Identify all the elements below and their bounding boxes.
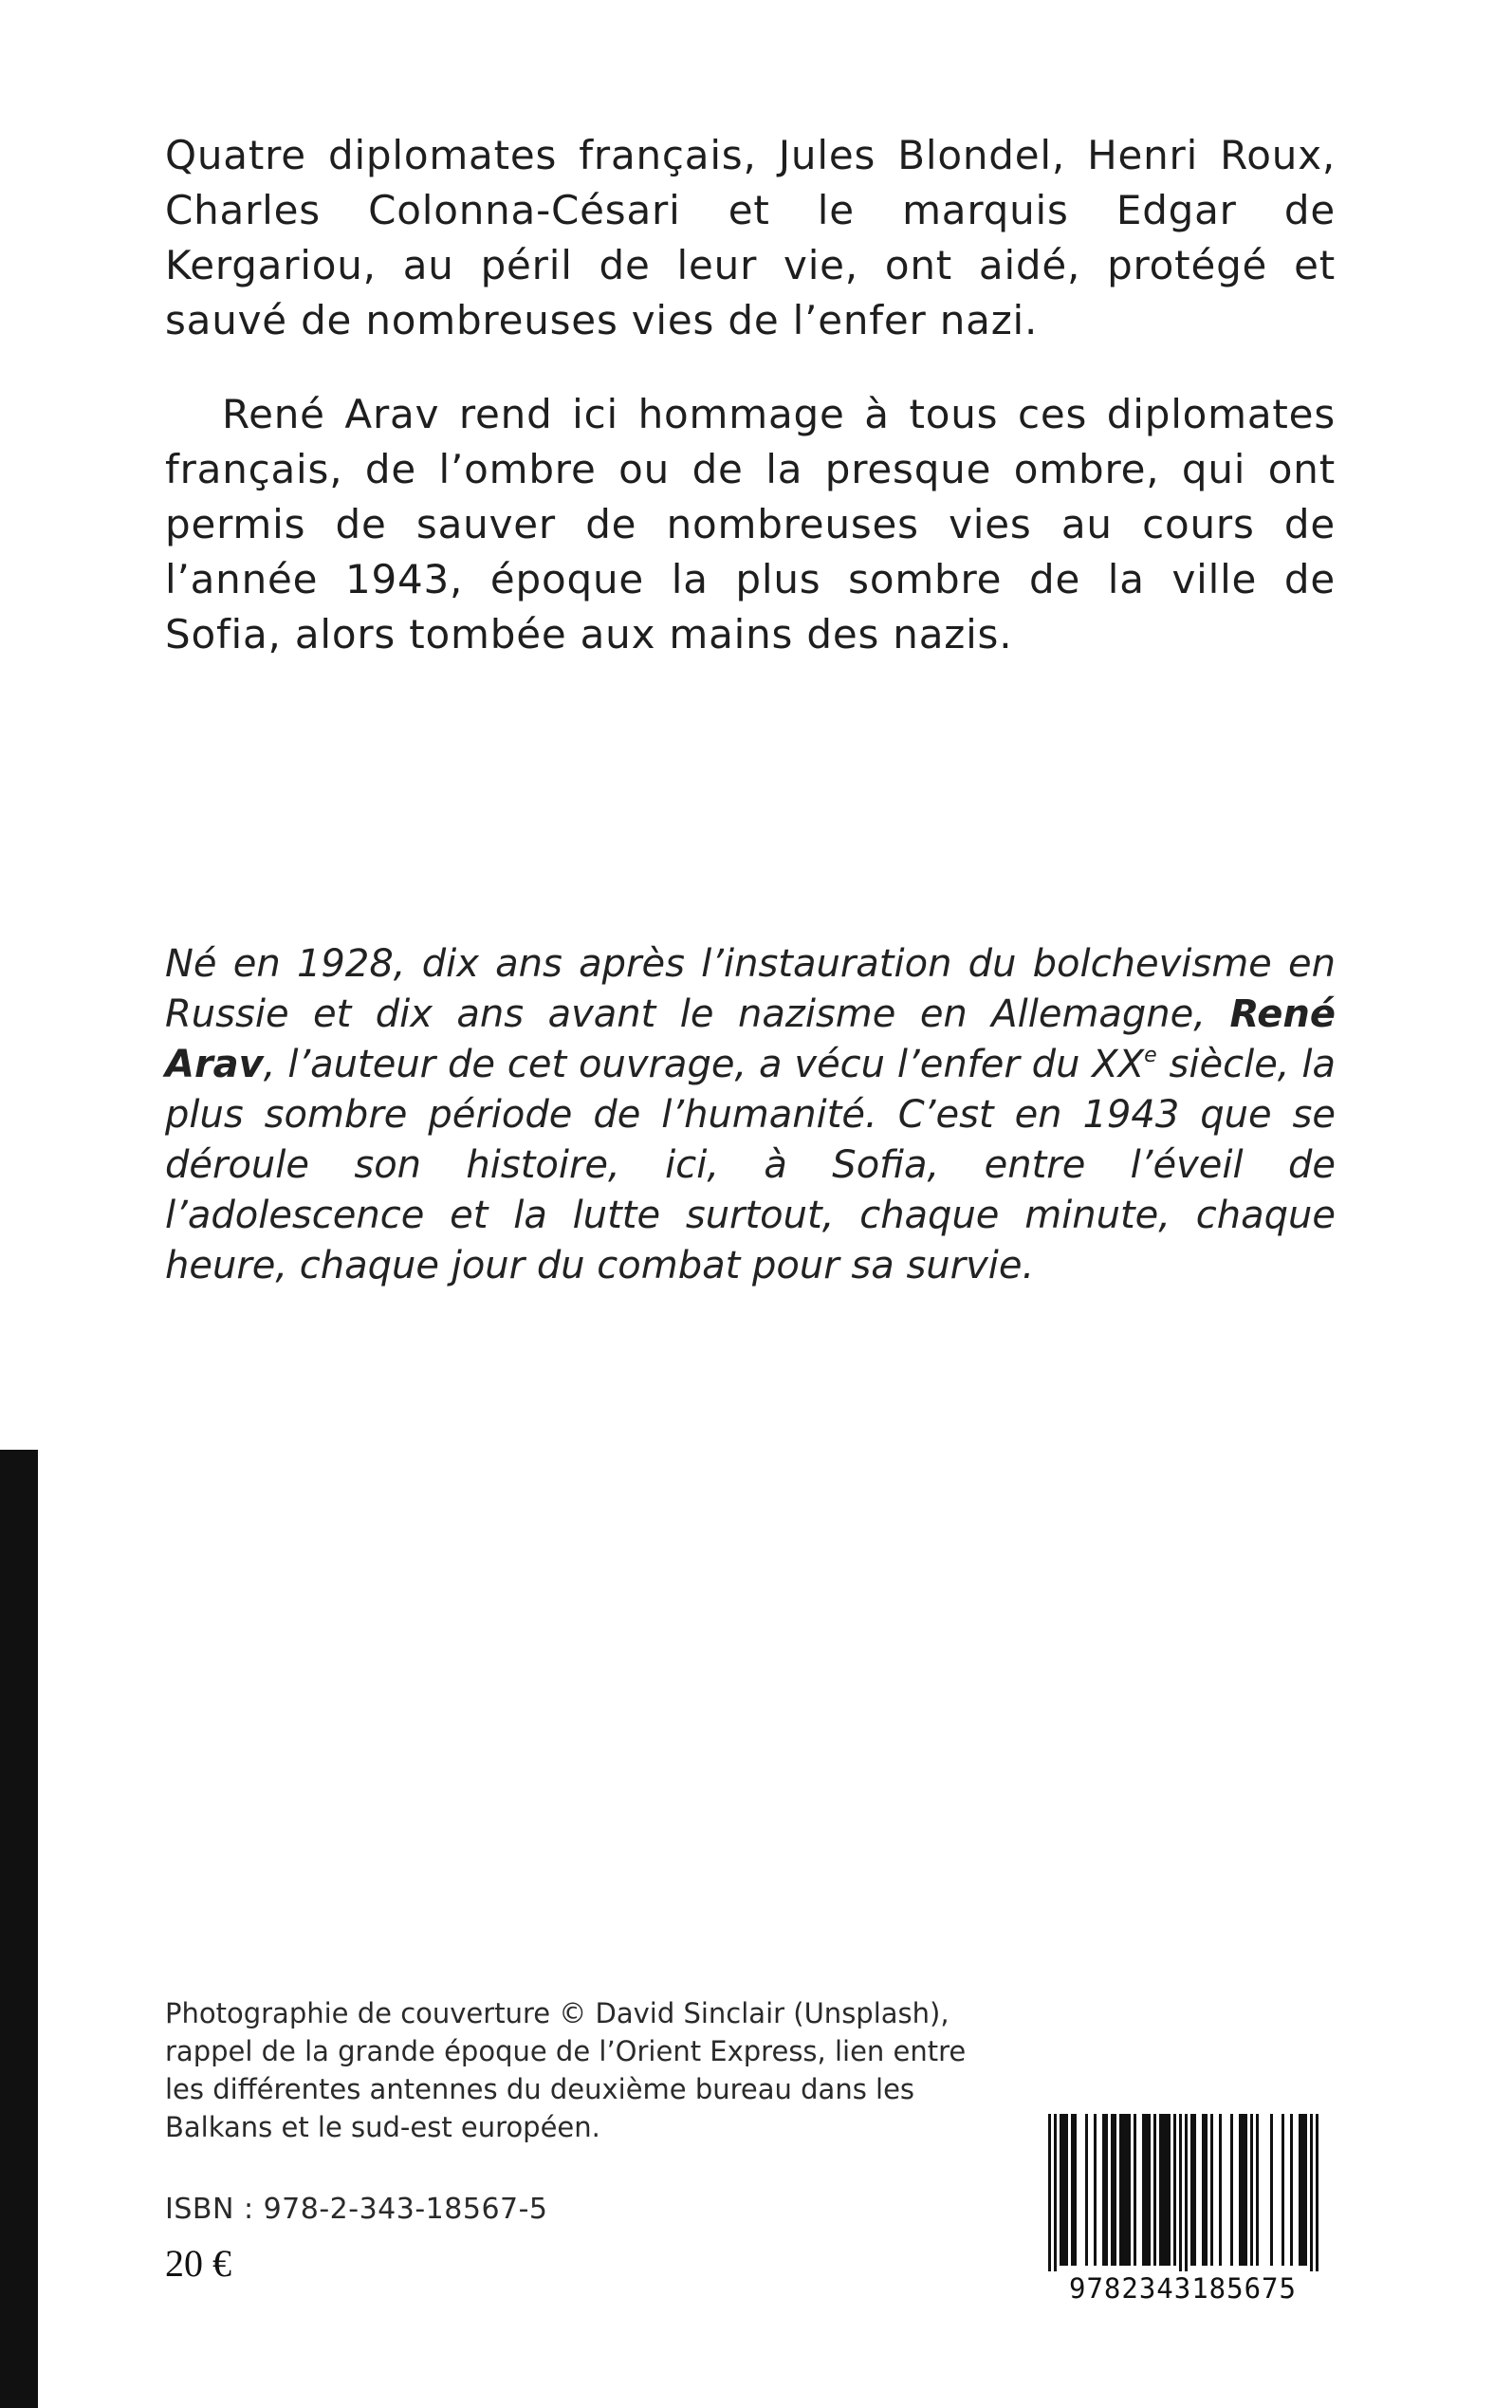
barcode-digits: 9782343185675 (1069, 2272, 1297, 2305)
barcode-bar (1190, 2114, 1196, 2266)
century-superscript: e (1144, 1044, 1157, 1067)
photo-credit: Photographie de couverture © David Sinclair (Unsplash), rappel de la grande époque de l’Orient Express, lien entre les différentes antennes du deuxième bureau dans les Balkans et le sud-est européen. (165, 1997, 967, 2143)
barcode-bar (1270, 2114, 1273, 2266)
barcode-bar (1119, 2114, 1131, 2266)
barcode-bar (1060, 2114, 1068, 2266)
barcode-bar (1102, 2114, 1108, 2266)
barcode-bar (1071, 2114, 1077, 2266)
barcode-bar (1048, 2114, 1051, 2271)
barcode-bar (1316, 2114, 1318, 2271)
author-name: René Arav (165, 992, 1336, 1086)
barcode-bar (1185, 2114, 1188, 2271)
barcode-bar (1085, 2114, 1088, 2266)
barcode-bar (1179, 2114, 1182, 2271)
barcode-bar (1111, 2114, 1116, 2266)
barcode-bar (1250, 2114, 1253, 2266)
barcode-bar (1202, 2114, 1208, 2266)
summary-paragraph-2: René Arav rend ici hommage à tous ces diplomates français, de l’ombre ou de la presque ombre, qui ont permis de sauver de nombreuses vies au cours de l’année 1943, époque la plus sombre de la ville de Sofia, alors tombée aux mains des nazis. (165, 391, 1336, 658)
barcode-bars (1028, 2110, 1337, 2271)
summary-paragraph-1: Quatre diplomates français, Jules Blondel, Henri Roux, Charles Colonna-Césari et le marquis Edgar de Kergariou, au péril de leur vie, ont aidé, protégé et sauvé de nombreuses vies de l’enfer nazi. (165, 132, 1336, 343)
barcode-bar (1210, 2114, 1213, 2266)
barcode-bar (1290, 2114, 1293, 2266)
barcode-bar (1054, 2114, 1057, 2271)
barcode-bar (1256, 2114, 1259, 2266)
barcode-bar (1239, 2114, 1247, 2266)
barcode-bar (1159, 2114, 1171, 2266)
barcode-bar (1230, 2114, 1233, 2266)
barcode-bar (1094, 2114, 1097, 2266)
author-bio-part-3: siècle, la plus sombre période de l’humanité. C’est en 1943 que se déroule son histoire, ici, à Sofia, entre l’éveil de l’adolescence et la lutte surtout, chaque minute, chaque heure, chaque jour du combat pour sa survie. (165, 1043, 1337, 1287)
barcode-bar (1173, 2114, 1176, 2266)
author-bio (165, 939, 1336, 1291)
barcode-bar (1310, 2114, 1313, 2271)
author-bio-part-2: , l’auteur de cet ouvrage, a vécu l’enfer du XX (263, 1043, 1145, 1086)
barcode-bar (1219, 2114, 1222, 2266)
spine-edge-bar (0, 1450, 38, 2408)
isbn-label: ISBN : 978-2-343-18567-5 (165, 2193, 548, 2226)
author-bio-part-1: Né en 1928, dix ans après l’instauration du bolchevisme en Russie et dix ans avant le nazisme en Allemagne, (165, 942, 1336, 1036)
barcode-bar (1153, 2114, 1156, 2266)
barcode-bar (1282, 2114, 1284, 2266)
barcode (1028, 2110, 1337, 2313)
barcode-bar (1299, 2114, 1307, 2266)
price-label: 20 € (165, 2242, 231, 2285)
barcode-bar (1134, 2114, 1136, 2266)
barcode-bar (1142, 2114, 1151, 2266)
